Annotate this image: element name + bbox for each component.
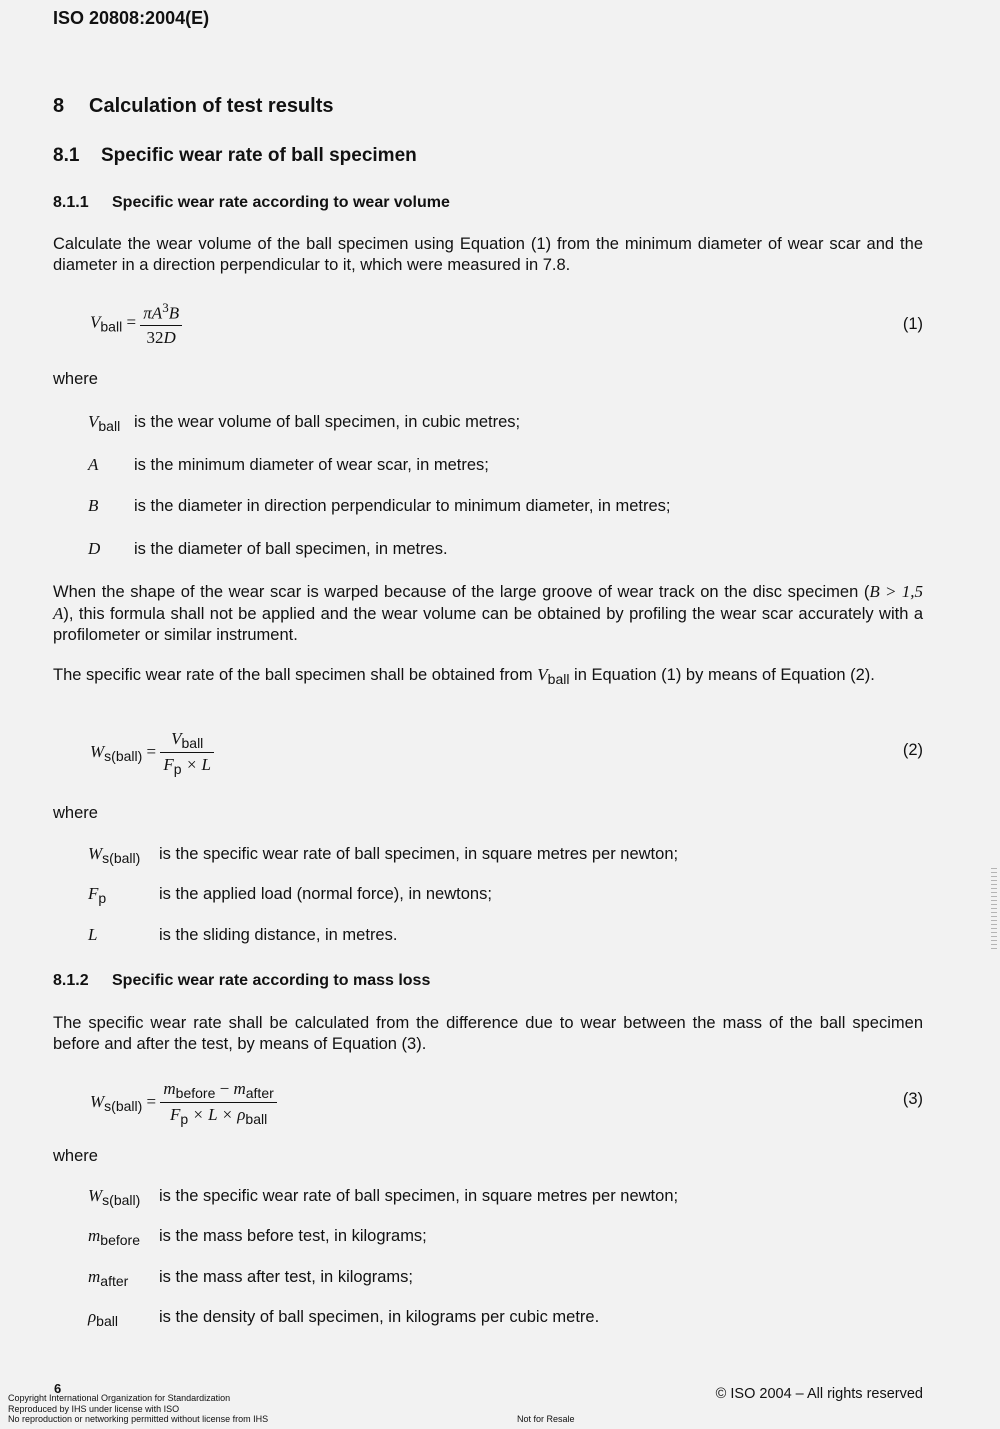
scan-mark [991, 868, 997, 950]
equation-3-fraction: $\frac{m_{before} - m_{after}}{F_p \times L \times \rho_{ball}}$ [160, 1079, 276, 1127]
section-number: 8.1 [53, 145, 80, 166]
copyright-notice: Copyright International Organization for Standardization Reproduced by IHS under license with ISO No reproduction or networking permitted without license from IHS [8, 1393, 269, 1424]
not-for-resale: Not for Resale [517, 1414, 575, 1424]
definition-ws-ball: $W_{s(ball)}$ is the specific wear rate of ball specimen, in square metres per newton; [88, 844, 679, 866]
definition-fp: $F_p$ is the applied load (normal force), in newtons; [88, 884, 492, 906]
section-heading-8-1-1 [53, 194, 450, 212]
page-number: 6 [54, 1381, 62, 1396]
rights-reserved: © ISO 2004 – All rights reserved [715, 1386, 923, 1402]
section-heading-8-1 [53, 145, 417, 167]
equation-1-number: (1) [902, 315, 923, 333]
rate-paragraph: The specific wear rate of the ball specimen shall be obtained from $V_{ball}$ in Equation (1) by means of Equation (2). [53, 665, 875, 687]
section-heading-8 [53, 95, 334, 118]
equation-2: $W_{s(ball)}$ = $\frac{V_{ball}}{F_p \times L}$ [90, 729, 214, 777]
definition-a: A is the minimum diameter of wear scar, in metres; [88, 455, 489, 474]
equation-1-fraction: $\frac{\pi A^3B}{32D}$ [140, 300, 182, 348]
section-number: 8.1.1 [53, 194, 89, 211]
definition-rho-ball: $\rho_{ball}$ is the density of ball specimen, in kilograms per cubic metre. [88, 1307, 600, 1329]
section-title: Specific wear rate according to wear volume [112, 194, 450, 211]
section-title: Calculation of test results [89, 95, 334, 117]
equation-2-number: (2) [902, 741, 923, 759]
section-number: 8.1.2 [53, 972, 89, 989]
equation-1: $V_{ball}$ = $\frac{\pi A^3B}{32D}$ [90, 300, 182, 348]
intro-paragraph: Calculate the wear volume of the ball specimen using Equation (1) from the minimum diameter of wear scar and the diameter in a direction perpendicular to it, which were measured in 7.8. [53, 235, 923, 274]
section-heading-8-1-2 [53, 972, 430, 990]
definition-d: D is the diameter of ball specimen, in metres. [88, 539, 448, 558]
equation-3-number: (3) [902, 1090, 923, 1108]
where-label: where [53, 1147, 98, 1165]
document-id: ISO 20808:2004(E) [53, 8, 210, 28]
warp-paragraph: When the shape of the wear scar is warped because of the large groove of wear track on the disc specimen (B > 1,5 A), this formula shall not be applied and the wear volume can be obtained by profiling the wear scar accurately with a profilometer or similar instrument. [53, 582, 923, 644]
where-label: where [53, 370, 98, 388]
definition-m-after: $m_{after}$ is the mass after test, in kilograms; [88, 1267, 414, 1289]
section-title: Specific wear rate of ball specimen [101, 145, 417, 166]
definition-ws-ball-2: $W_{s(ball)}$ is the specific wear rate of ball specimen, in square metres per newton; [88, 1186, 679, 1208]
where-label: where [53, 804, 98, 822]
definition-m-before: $m_{before}$ is the mass before test, in kilograms; [88, 1226, 427, 1248]
definition-l: L is the sliding distance, in metres. [88, 925, 398, 944]
section-title: Specific wear rate according to mass loss [112, 972, 431, 989]
section-number: 8 [53, 95, 65, 117]
definition-b: B is the diameter in direction perpendicular to minimum diameter, in metres; [88, 496, 671, 515]
mass-loss-paragraph: The specific wear rate shall be calculated from the difference due to wear between the mass of the ball specimen before and after the test, by means of Equation (3). [53, 1014, 923, 1053]
equation-2-fraction: $\frac{V_{ball}}{F_p \times L}$ [160, 729, 214, 777]
equation-3: $W_{s(ball)}$ = $\frac{m_{before} - m_{after}}{F_p \times L \times \rho_{ball}}$ [90, 1079, 277, 1127]
definition-v-ball: $V_{ball}$ is the wear volume of ball specimen, in cubic metres; [88, 412, 521, 434]
